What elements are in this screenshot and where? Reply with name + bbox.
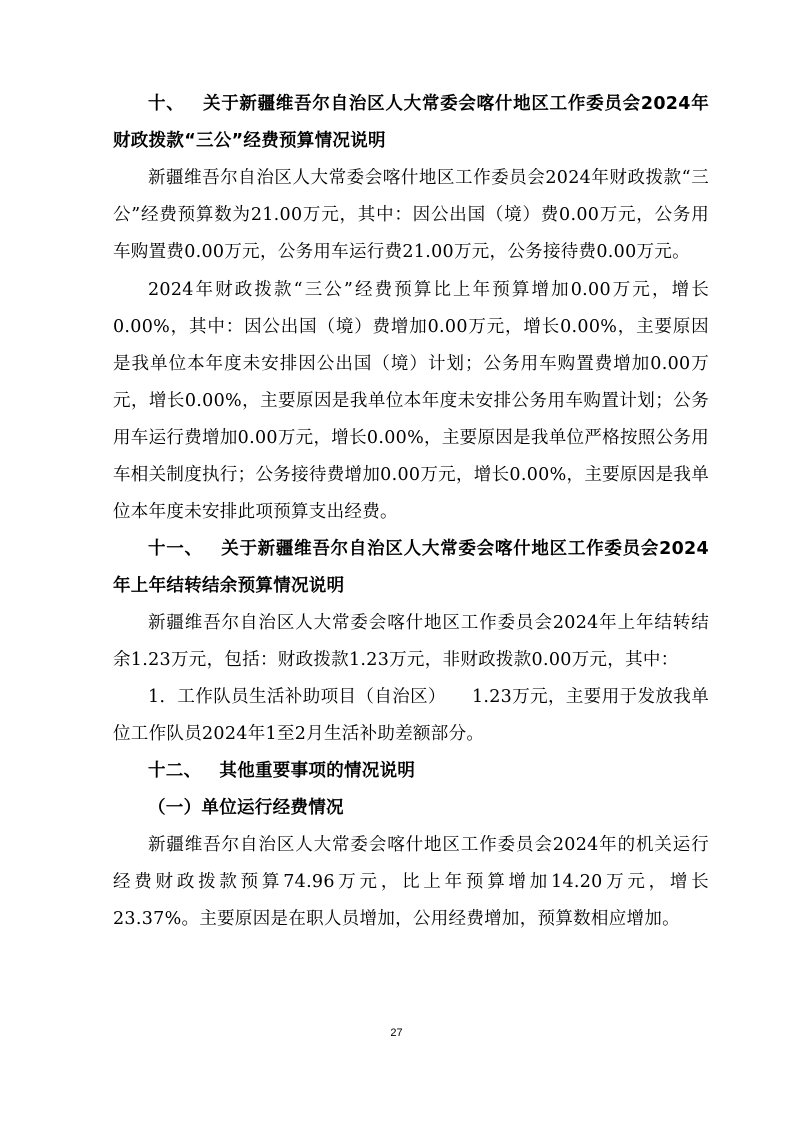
section-11-item-1 xyxy=(113,679,709,753)
section-11-paragraph-1: 新疆维吾尔自治区人大常委会喀什地区工作委员会2024年上年结转结余1.23万元，包括：财政拨款1.23万元，非财政拨款0.00万元，其中： xyxy=(113,613,709,670)
section-12-title: 其他重要事项的情况说明 xyxy=(219,761,416,781)
section-12-heading xyxy=(113,753,709,790)
section-11-item-1-label: 1．工作队员生活补助项目（自治区） xyxy=(148,687,446,707)
section-11-item-1-text: 1.23万元，主要用于发放我单位工作队员2024年1至2月生活补助差额部分。 xyxy=(113,687,710,744)
section-11-title: 关于新疆维吾尔自治区人大常委会喀什地区工作委员会2024年上年结转结余预算情况说明 xyxy=(113,539,710,596)
page-number: 27 xyxy=(390,1027,403,1039)
section-12-subheading-1: （一）单位运行经费情况 xyxy=(148,798,344,818)
section-10-number: 十、 xyxy=(148,94,185,114)
section-11-heading xyxy=(113,531,709,605)
section-10-heading xyxy=(113,86,709,160)
section-11-number: 十一、 xyxy=(148,539,203,559)
section-10-paragraph-2: 2024年财政拨款“三公”经费预算比上年预算增加0.00万元，增长0.00%，其中：因公出国（境）费增加0.00万元，增长0.00%，主要原因是我单位本年度未安排因公出国（境）计划；公务用车购置费增加0.00万元，增长0.00%，主要原因是我单位本年度未安排公务用车购置计划；公务用车运行费增加0.00万元，增长0.00%，主要原因是我单位严格按照公务用车相关制度执行；公务接待费增加0.00万元，增长0.00%，主要原因是我单位本年度未安排此项预算支出经费。 xyxy=(113,280,709,522)
section-12-paragraph-1: 新疆维吾尔自治区人大常委会喀什地区工作委员会2024年的机关运行经费财政拨款预算74.96万元，比上年预算增加14.20万元，增长23.37%。主要原因是在职人员增加，公用经费增加，预算数相应增加。 xyxy=(113,835,709,929)
section-10-title: 关于新疆维吾尔自治区人大常委会喀什地区工作委员会2024年财政拨款“三公”经费预算情况说明 xyxy=(113,94,709,151)
section-12-number: 十二、 xyxy=(148,761,202,781)
section-10-paragraph-1: 新疆维吾尔自治区人大常委会喀什地区工作委员会2024年财政拨款“三公”经费预算数为21.00万元，其中：因公出国（境）费0.00万元，公务用车购置费0.00万元，公务用车运行费21.00万元，公务接待费0.00万元。 xyxy=(113,168,709,262)
